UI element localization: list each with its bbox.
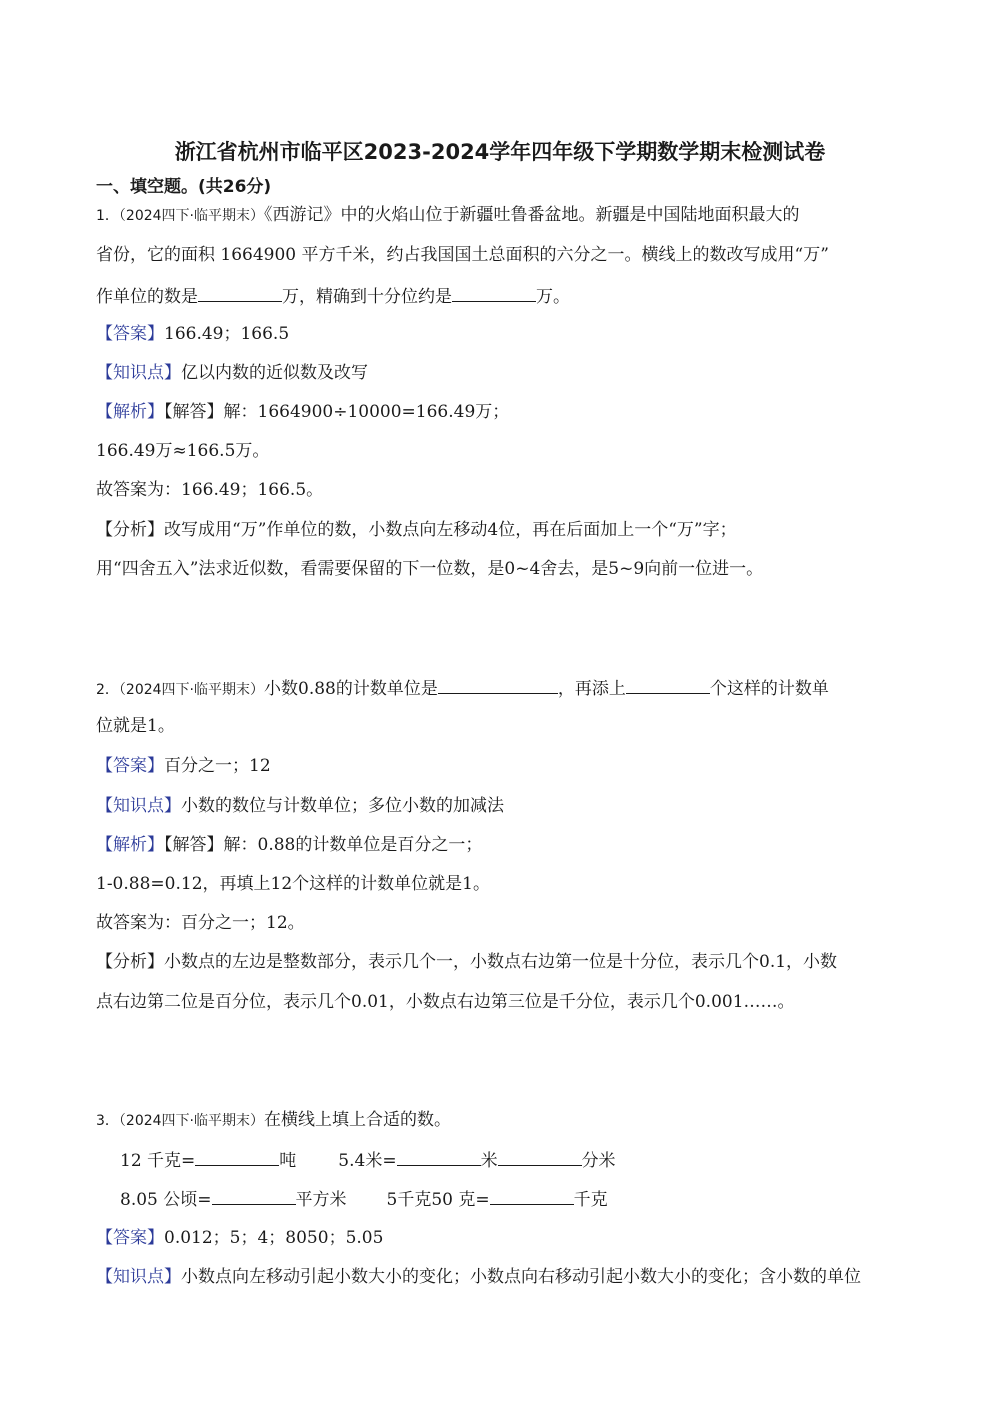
q1-analysis-text-1: 改写成用“万”作单位的数，小数点向左移动4位，再在后面加上一个“万”字； — [164, 520, 737, 540]
q1-explain-line-2: 166.49万≈166.5万。 — [96, 441, 270, 461]
q2-blank-1[interactable] — [438, 675, 558, 694]
q3-blank-4[interactable] — [212, 1186, 296, 1205]
q2-source: （2024四下·临平期末） — [118, 682, 265, 698]
q2-blank-2[interactable] — [626, 675, 710, 694]
q1-blank-1[interactable] — [198, 283, 282, 302]
q3-r2-text-b: 平方米 — [295, 1190, 347, 1210]
q1-stem-text-3a: 作单位的数是 — [96, 287, 198, 307]
q3-r2-text-c: 5千克50 克= — [386, 1190, 490, 1210]
q3-number: 3． — [96, 1113, 119, 1129]
q2-stem-text-1b: ，再添上 — [557, 679, 626, 699]
q2-analysis-text-1: 小数点的左边是整数部分，表示几个一，小数点右边第一位是十分位，表示几个0.1，小数 — [164, 952, 838, 972]
q2-explain-line-3: 故答案为：百分之一；12。 — [96, 913, 305, 933]
q3-r1-text-c: 5.4米= — [338, 1151, 397, 1171]
q2-answer-text: 百分之一；12 — [164, 756, 271, 776]
answer-label: 【答案】 — [96, 756, 164, 776]
q2-stem-text-1c: 个这样的计数单 — [709, 679, 829, 699]
q3-r1-text-e: 分米 — [581, 1151, 616, 1171]
q1-stem-line-3 — [96, 283, 570, 309]
q1-blank-2[interactable] — [452, 283, 536, 302]
analysis-label: 【分析】 — [96, 520, 164, 540]
q1-stem-line-1 — [96, 203, 800, 228]
solution-label: 【解答】 — [164, 835, 224, 855]
q1-analysis-line-2: 用“四舍五入”法求近似数，看需要保留的下一位数，是0~4舍去，是5~9向前一位进一。 — [96, 559, 764, 579]
knowledge-label: 【知识点】 — [96, 796, 181, 816]
q3-answer-text: 0.012；5；4；8050；5.05 — [164, 1228, 384, 1248]
q1-answer-text: 166.49；166.5 — [164, 324, 290, 344]
q3-knowledge-text: 小数点向左移动引起小数大小的变化；小数点向右移动引起小数大小的变化；含小数的单位 — [181, 1267, 861, 1287]
q2-explain-text-1: 解：0.88的计数单位是百分之一； — [223, 835, 483, 855]
q2-knowledge — [96, 794, 504, 818]
q3-row-2 — [120, 1186, 608, 1212]
q1-stem-text-3b: 万，精确到十分位约是 — [282, 287, 452, 307]
q2-explain-line-1 — [96, 833, 482, 857]
q2-stem-line-1 — [96, 675, 829, 702]
q3-knowledge — [96, 1265, 861, 1289]
q1-knowledge-text: 亿以内数的近似数及改写 — [181, 363, 368, 383]
answer-label: 【答案】 — [96, 1228, 164, 1248]
q3-blank-5[interactable] — [490, 1186, 574, 1205]
q3-row-1 — [120, 1147, 616, 1173]
q1-explain-line-1 — [96, 400, 509, 424]
q3-r2-text-d: 千克 — [573, 1190, 608, 1210]
knowledge-label: 【知识点】 — [96, 1267, 181, 1287]
q2-stem-text-1a: 小数0.88的计数单位是 — [264, 679, 438, 699]
q3-r1-text-a: 12 千克= — [120, 1151, 196, 1171]
q3-source: （2024四下·临平期末） — [118, 1113, 265, 1129]
q2-stem-line-2: 位就是1。 — [96, 716, 175, 736]
solution-label: 【解答】 — [164, 402, 224, 422]
q2-answer — [96, 754, 271, 778]
analysis-label: 【分析】 — [96, 952, 164, 972]
q3-stem-line-1 — [96, 1108, 451, 1133]
q3-blank-1[interactable] — [195, 1147, 279, 1166]
q3-r1-text-b: 吨 — [279, 1151, 297, 1171]
q1-explain-line-3: 故答案为：166.49；166.5。 — [96, 480, 324, 500]
q3-blank-3[interactable] — [498, 1147, 582, 1166]
q1-stem-line-2: 省份，它的面积 1664900 平方千米，约占我国国土总面积的六分之一。横线上的数改写成用“万” — [96, 245, 829, 265]
q3-answer — [96, 1226, 383, 1250]
explain-label: 【解析】 — [96, 402, 164, 422]
q2-analysis-line-1 — [96, 950, 837, 974]
explain-label: 【解析】 — [96, 835, 164, 855]
q1-answer — [96, 322, 289, 346]
q2-number: 2． — [96, 682, 119, 698]
q2-knowledge-text: 小数的数位与计数单位；多位小数的加减法 — [181, 796, 504, 816]
q1-stem-text-3c: 万。 — [536, 287, 570, 307]
knowledge-label: 【知识点】 — [96, 363, 181, 383]
q1-analysis-line-1 — [96, 518, 737, 542]
q1-source: （2024四下·临平期末） — [118, 208, 265, 224]
q1-knowledge — [96, 361, 368, 385]
q1-stem-text-1: 《西游记》中的火焰山位于新疆吐鲁番盆地。新疆是中国陆地面积最大的 — [264, 205, 800, 225]
q1-explain-text-1: 解：1664900÷10000=166.49万； — [223, 402, 510, 422]
page-title: 浙江省杭州市临平区2023-2024学年四年级下学期数学期末检测试卷 — [174, 140, 826, 164]
q3-r2-text-a: 8.05 公顷= — [120, 1190, 212, 1210]
q3-stem-text: 在横线上填上合适的数。 — [264, 1110, 452, 1130]
q2-explain-line-2: 1-0.88=0.12，再填上12个这样的计数单位就是1。 — [96, 874, 490, 894]
q2-analysis-line-2: 点右边第二位是百分位，表示几个0.01，小数点右边第三位是千分位，表示几个0.001……。 — [96, 992, 795, 1012]
answer-label: 【答案】 — [96, 324, 164, 344]
q3-blank-2[interactable] — [397, 1147, 481, 1166]
q3-r1-text-d: 米 — [480, 1151, 498, 1171]
section-heading: 一、填空题。(共26分) — [96, 177, 272, 197]
q1-number: 1． — [96, 208, 119, 224]
